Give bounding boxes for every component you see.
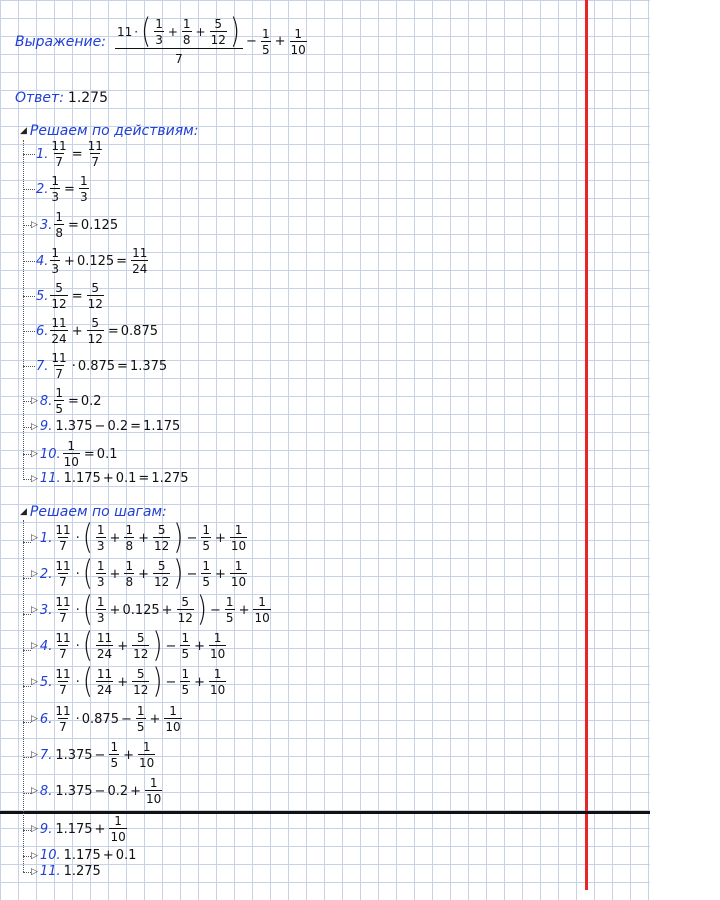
steps-header[interactable]: ◢ Решаем по шагам: <box>20 504 167 520</box>
main-fraction: 11 · ( $\frac{1}{3}$ + $\frac{1}{8}$ + $\frac{5}{12}$ ) 7 <box>116 18 242 65</box>
solution-step[interactable]: ▷ 10. 1.175 + 0.1 <box>31 848 137 863</box>
expand-triangle-icon[interactable]: ▷ <box>31 866 38 877</box>
tree-line <box>23 140 24 480</box>
expand-triangle-icon[interactable]: ▷ <box>31 533 38 543</box>
expand-triangle-icon[interactable]: ▷ <box>31 396 38 406</box>
expand-triangle-icon[interactable]: ▷ <box>31 677 38 687</box>
answer-value: 1.275 <box>67 90 109 106</box>
tree-branch <box>23 614 31 615</box>
expand-triangle-icon[interactable]: ▷ <box>31 421 38 432</box>
solution-step[interactable]: ▷ 2. $\frac{11}{7}$ · ( $\frac{1}{3}$ + $\frac{1}{8}$ + $\frac{5}{12}$ ) − $\frac{1}{5}$ + $\frac{1}{10}$ <box>31 554 247 594</box>
tree-branch <box>23 856 31 857</box>
expand-triangle-icon[interactable]: ▷ <box>31 714 38 724</box>
tree-branch <box>23 479 31 480</box>
tree-branch <box>23 189 35 190</box>
action-step[interactable]: ▷ 11. 1.175 + 0.1 = 1.275 <box>31 471 189 486</box>
tree-branch <box>23 650 31 651</box>
red-margin-line <box>585 0 588 890</box>
tree-branch <box>23 686 31 687</box>
action-step: 1. $\frac{11}{7}$ = $\frac{11}{7}$ <box>36 139 103 169</box>
tree-branch <box>23 366 35 367</box>
tree-branch <box>23 722 31 723</box>
solution-step[interactable]: ▷ 8. 1.375 − 0.2 + $\frac{1}{10}$ <box>31 776 162 806</box>
solution-step[interactable]: ▷ 11. 1.275 <box>31 864 101 879</box>
expand-triangle-icon[interactable]: ▷ <box>31 750 38 760</box>
expand-triangle-icon[interactable]: ▷ <box>31 641 38 651</box>
tree-branch <box>23 793 31 794</box>
tree-line <box>23 520 24 872</box>
action-step: 4. $\frac{1}{3}$ + 0.125 = $\frac{11}{24}$ <box>36 246 148 276</box>
tree-branch <box>23 872 31 873</box>
expand-triangle-icon[interactable]: ▷ <box>31 605 38 615</box>
expand-triangle-icon[interactable]: ▷ <box>31 449 38 459</box>
tree-branch <box>23 830 31 831</box>
solution-step[interactable]: ▷ 1. $\frac{11}{7}$ · ( $\frac{1}{3}$ + $\frac{1}{8}$ + $\frac{5}{12}$ ) − $\frac{1}{5}$ + $\frac{1}{10}$ <box>31 518 247 558</box>
tree-branch <box>23 454 31 455</box>
actions-header[interactable]: ◢ Решаем по действиям: <box>20 123 199 139</box>
action-step[interactable]: ▷ 9. 1.375 − 0.2 = 1.175 <box>31 419 181 434</box>
collapse-triangle-icon[interactable]: ◢ <box>20 507 27 517</box>
expand-triangle-icon[interactable]: ▷ <box>31 473 38 484</box>
solution-step[interactable]: ▷ 9. 1.175 + $\frac{1}{10}$ <box>31 814 126 844</box>
tree-branch <box>23 427 31 428</box>
action-step: 7. $\frac{11}{7}$ · 0.875 = 1.375 <box>36 351 168 381</box>
tree-branch <box>23 296 35 297</box>
tree-branch <box>23 225 31 226</box>
tree-branch <box>23 542 31 543</box>
collapse-triangle-icon[interactable]: ◢ <box>20 126 27 136</box>
action-step[interactable]: ▷ 10. $\frac{1}{10}$ = 0.1 <box>31 439 118 469</box>
expression-row: Выражение: 11 · ( $\frac{1}{3}$ + $\frac{1}{8}$ + $\frac{5}{12}$ ) 7 − $\frac{1}{5}$ + $\frac{1}{10}$ <box>15 12 306 66</box>
tree-branch <box>23 401 31 402</box>
expand-triangle-icon[interactable]: ▷ <box>31 786 38 796</box>
expand-triangle-icon[interactable]: ▷ <box>31 220 38 230</box>
action-step: 6. $\frac{11}{24}$ + $\frac{5}{12}$ = 0.875 <box>36 316 158 346</box>
solution-step[interactable]: ▷ 6. $\frac{11}{7}$ · 0.875 − $\frac{1}{5}$ + $\frac{1}{10}$ <box>31 704 181 734</box>
tree-branch <box>23 154 35 155</box>
solution-step[interactable]: ▷ 4. $\frac{11}{7}$ · ( $\frac{11}{24}$ + $\frac{5}{12}$ ) − $\frac{1}{5}$ + $\frac{1}{10}$ <box>31 626 226 666</box>
page-break-line <box>0 811 650 814</box>
expand-triangle-icon[interactable]: ▷ <box>31 850 38 861</box>
expand-triangle-icon[interactable]: ▷ <box>31 824 38 834</box>
tree-branch <box>23 578 31 579</box>
action-step: 2. $\frac{1}{3}$ = $\frac{1}{3}$ <box>36 174 88 204</box>
expand-triangle-icon[interactable]: ▷ <box>31 569 38 579</box>
solution-step[interactable]: ▷ 5. $\frac{11}{7}$ · ( $\frac{11}{24}$ + $\frac{5}{12}$ ) − $\frac{1}{5}$ + $\frac{1}{10}$ <box>31 662 226 702</box>
expression-label: Выражение: <box>15 33 106 50</box>
tree-branch <box>23 261 35 262</box>
tree-branch <box>23 757 31 758</box>
solution-step[interactable]: ▷ 3. $\frac{11}{7}$ · ( $\frac{1}{3}$ + 0.125 + $\frac{5}{12}$ ) − $\frac{1}{5}$ + $\frac{1}{10}$ <box>31 590 270 630</box>
action-step[interactable]: ▷ 3. $\frac{1}{8}$ = 0.125 <box>31 210 119 240</box>
action-step[interactable]: ▷ 8. $\frac{1}{5}$ = 0.2 <box>31 386 102 416</box>
solution-step[interactable]: ▷ 7. 1.375 − $\frac{1}{5}$ + $\frac{1}{10}$ <box>31 740 155 770</box>
action-step: 5. $\frac{5}{12}$ = $\frac{5}{12}$ <box>36 281 103 311</box>
answer-label: Ответ: <box>15 90 64 106</box>
answer-row <box>15 90 108 106</box>
tree-branch <box>23 331 35 332</box>
